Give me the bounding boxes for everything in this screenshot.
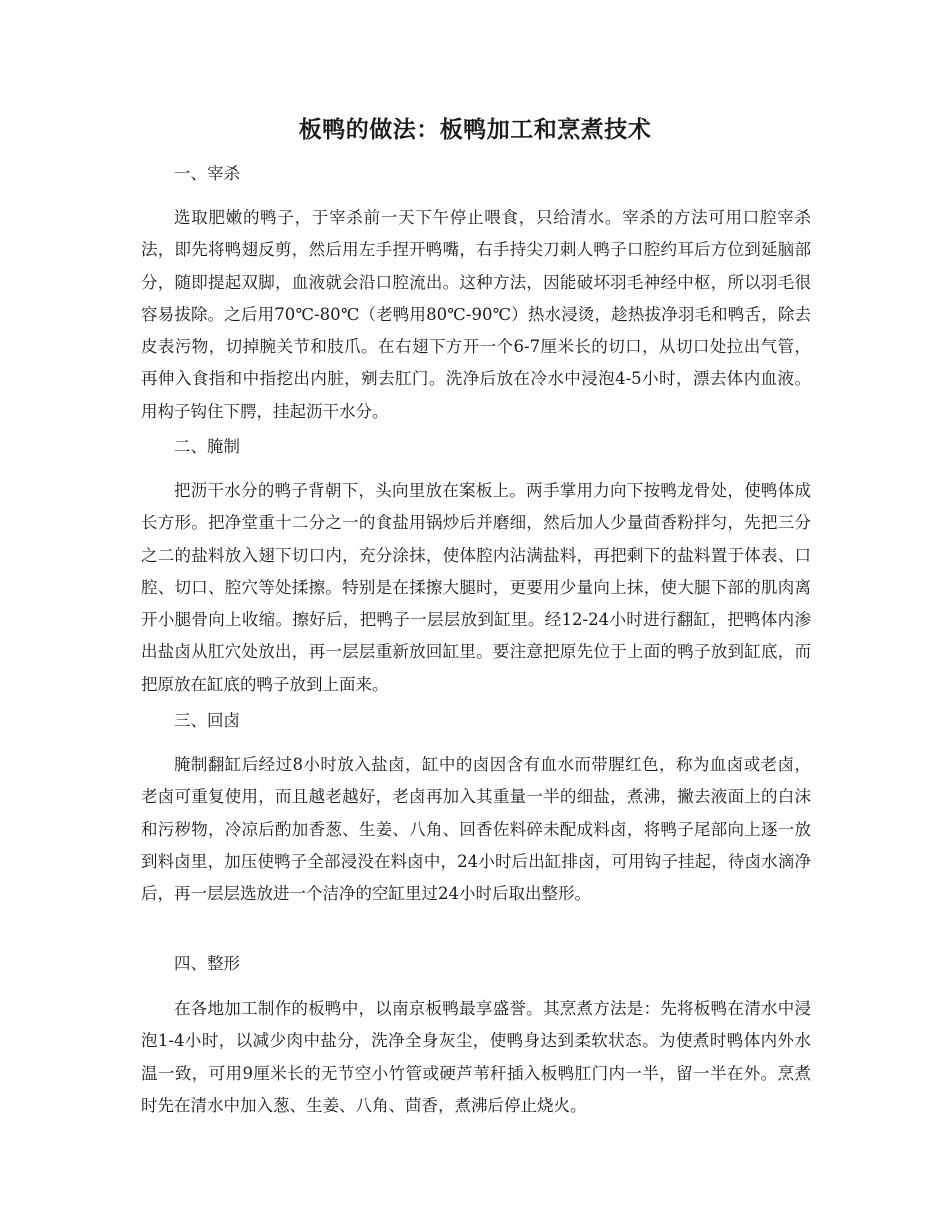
section-paragraph-brining: 腌制翻缸后经过8小时放入盐卤，缸中的卤因含有血水而带腥红色，称为血卤或老卤，老卤可重复使用，而且越老越好，老卤再加入其重量一半的细盐，煮沸，撇去液面上的白沫和污秽物，冷凉后酌加香葱、生姜、八角、回香佐料碎未配成料卤，将鸭子尾部向上逐一放到料卤里，加压使鸭子全部浸没在料卤中，24小时后出缸排卤，可用钩子挂起，待卤水滴净后，再一层层选放进一个洁净的空缸里过24小时后取出整形。 xyxy=(141,755,811,904)
section-paragraph-curing: 把沥干水分的鸭子背朝下，头向里放在案板上。两手掌用力向下按鸭龙骨处，使鸭体成长方形。把净堂重十二分之一的食盐用锅炒后并磨细，然后加人少量茴香粉拌匀，先把三分之二的盐料放入翅下切口内，充分涂抹，使体腔内沾满盐料，再把剩下的盐料置于体表、口腔、切口、腔穴等处揉擦。特别是在揉擦大腿时，更要用少量向上抹，使大腿下部的肌肉离开小腿骨向上收缩。擦好后，把鸭子一层层放到缸里。经12-24小时进行翻缸，把鸭体内渗出盐卤从肛穴处放出，再一层层重新放回缸里。要注意把原先位于上面的鸭子放到缸底，而把原放在缸底的鸭子放到上面来。 xyxy=(141,481,811,694)
section-heading-curing: 二、腌制 xyxy=(174,437,240,456)
section-heading-shaping: 四、整形 xyxy=(174,954,240,973)
section-paragraph-shaping: 在各地加工制作的板鸭中，以南京板鸭最享盛誉。其烹煮方法是：先将板鸭在清水中浸泡1-4小时，以减少肉中盐分，洗净全身灰尘，使鸭身达到柔软状态。为使煮时鸭体内外水温一致，可用9厘米长的无节空小竹管或硬芦苇秆插入板鸭肛门内一半，留一半在外。烹煮时先在清水中加入葱、生姜、八角、茴香，煮沸后停止烧火。 xyxy=(141,999,811,1115)
section-paragraph-slaughter: 选取肥嫩的鸭子，于宰杀前一天下午停止喂食，只给清水。宰杀的方法可用口腔宰杀法，即先将鸭翅反剪，然后用左手捏开鸭嘴，右手持尖刀刺人鸭子口腔约耳后方位到延脑部分，随即提起双脚，血液就会沿口腔流出。这种方法，因能破坏羽毛神经中枢，所以羽毛很容易拔除。之后用70℃-80℃（老鸭用80℃-90℃）热水浸烫，趁热拔净羽毛和鸭舌，除去皮表污物，切掉腕关节和肢爪。在右翅下方开一个6-7厘米长的切口，从切口处拉出气管，再伸入食指和中指挖出内脏，剜去肛门。洗净后放在冷水中浸泡4-5小时，漂去体内血液。用构子钩住下腭，挂起沥干水分。 xyxy=(141,208,811,421)
section-heading-brining: 三、回卤 xyxy=(174,711,240,730)
section-heading-slaughter: 一、宰杀 xyxy=(174,164,240,183)
page-title: 板鸭的做法：板鸭加工和烹煮技术 xyxy=(298,116,652,143)
